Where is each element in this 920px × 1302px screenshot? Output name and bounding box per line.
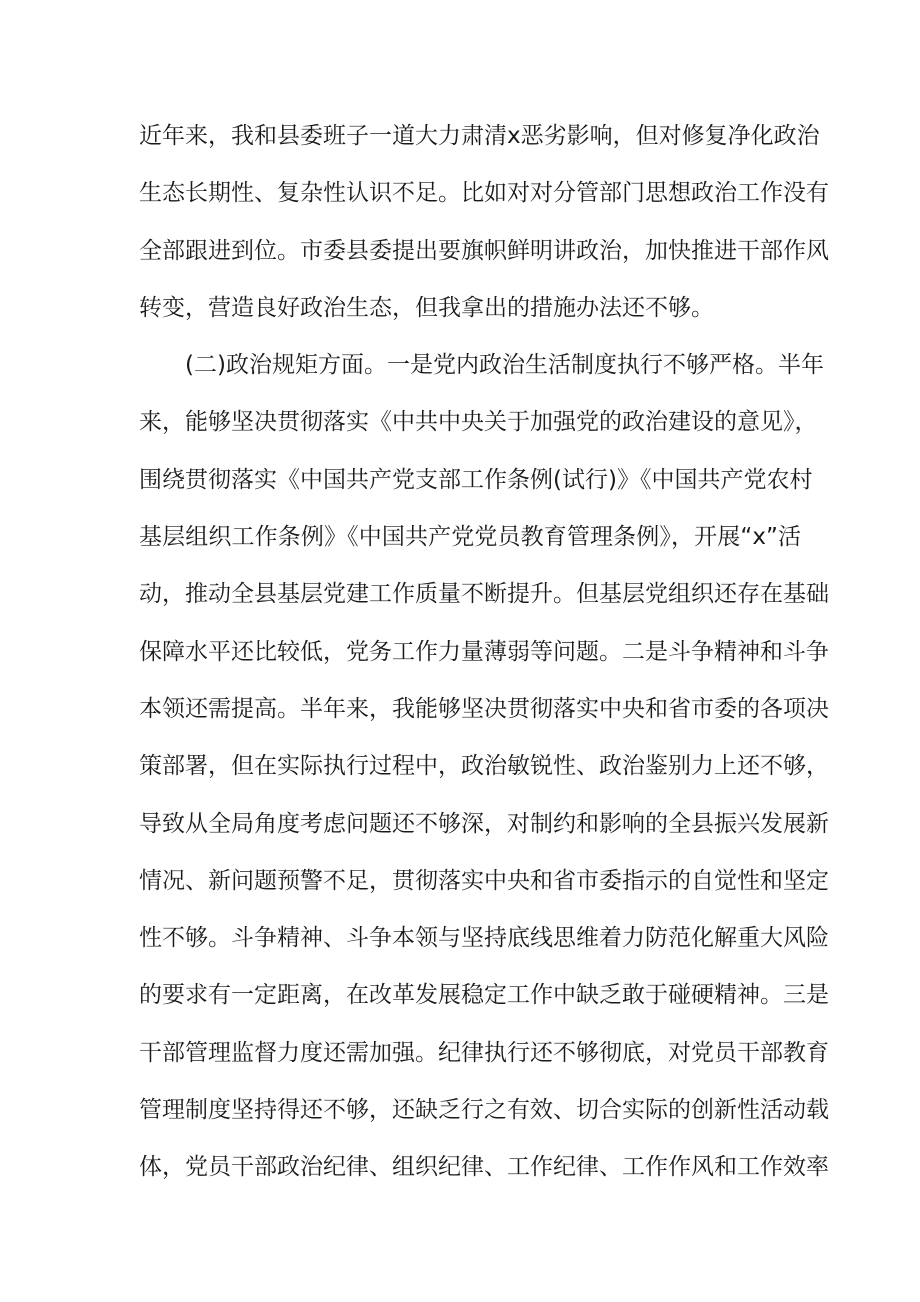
text-line: 围绕贯彻落实《中国共产党支部工作条例(试行)》《中国共产党农村 xyxy=(139,466,813,493)
text-line: 导致从全局角度考虑问题还不够深，对制约和影响的全县振兴发展新 xyxy=(139,810,829,837)
paragraph-political-rules xyxy=(139,337,829,1196)
text-line: 基层组织工作条例》《中国共产党党员教育管理条例》，开展“x”活 xyxy=(139,524,801,551)
text-line: 性不够。斗争精神、斗争本领与坚持底线思维着力防范化解重大风险 xyxy=(139,925,829,952)
text-line: 的要求有一定距离，在改革发展稳定工作中缺乏敢于碰硬精神。三是 xyxy=(139,982,829,1009)
text-line: 近年来，我和县委班子一道大力肃清x恶劣影响，但对修复净化政治 xyxy=(139,123,820,149)
text-line: 本领还需提高。半年来，我能够坚决贯彻落实中央和省市委的各项决 xyxy=(139,695,829,722)
text-line: 情况、新问题预警不足，贯彻落实中央和省市委指示的自觉性和坚定 xyxy=(139,867,829,894)
text-line: 转变，营造良好政治生态，但我拿出的措施办法还不够。 xyxy=(139,294,714,321)
paragraph-continuation xyxy=(139,108,829,337)
text-line: 策部署，但在实际执行过程中，政治敏锐性、政治鉴别力上还不够， xyxy=(139,753,829,780)
text-line: 干部管理监督力度还需加强。纪律执行还不够彻底，对党员干部教育 xyxy=(139,1039,829,1066)
text-line: 体，党员干部政治纪律、组织纪律、工作纪律、工作作风和工作效率 xyxy=(139,1154,829,1181)
text-line: 保障水平还比较低，党务工作力量薄弱等问题。二是斗争精神和斗争 xyxy=(139,638,829,665)
text-line: 来，能够坚决贯彻落实《中共中央关于加强党的政治建设的意见》， xyxy=(139,409,818,436)
text-line: 管理制度坚持得还不够，还缺乏行之有效、切合实际的创新性活动载 xyxy=(139,1097,829,1124)
document-body xyxy=(139,108,829,1197)
text-line: 全部跟进到位。市委县委提出要旗帜鲜明讲政治，加快推进干部作风 xyxy=(139,237,829,264)
text-line: 动，推动全县基层党建工作质量不断提升。但基层党组织还存在基础 xyxy=(139,581,829,608)
text-line: 生态长期性、复杂性认识不足。比如对对分管部门思想政治工作没有 xyxy=(139,180,829,207)
text-line: (二)政治规矩方面。一是党内政治生活制度执行不够严格。半年 xyxy=(185,352,824,379)
